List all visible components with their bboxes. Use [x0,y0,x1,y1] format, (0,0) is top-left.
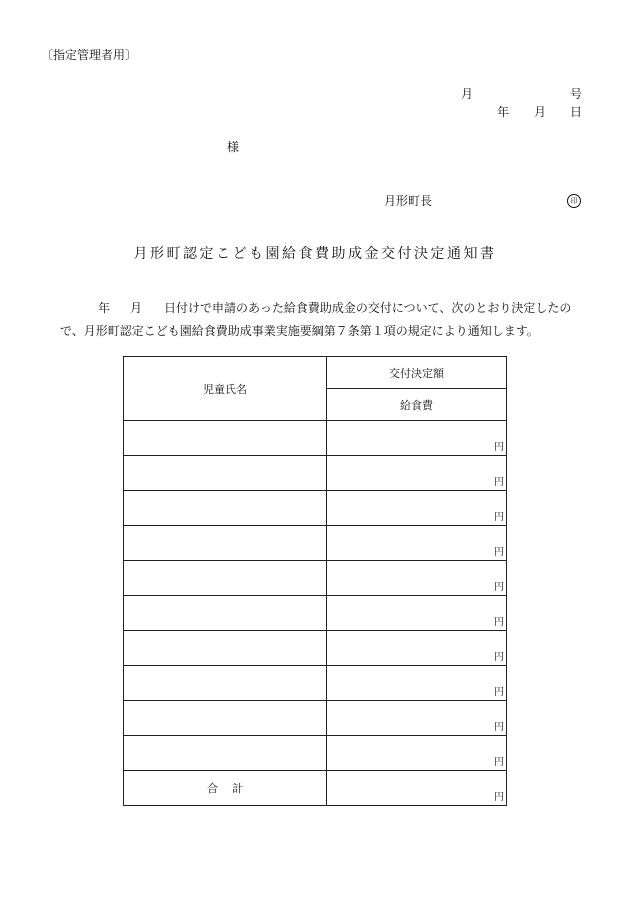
grant-amount-header: 交付決定額 [327,357,507,389]
yen-unit: 円 [494,792,504,803]
date-year-label: 年 [497,105,510,119]
child-name-cell [124,666,327,701]
document-category: 〔指定管理者用〕 [41,48,138,62]
yen-unit: 円 [494,757,504,768]
date-day-label: 日 [570,105,583,119]
recipient-suffix: 様 [227,140,240,154]
body-month: 月 [130,301,143,315]
yen-unit: 円 [494,547,504,558]
meal-fee-amount-cell [327,526,507,561]
meal-fee-amount-cell [327,666,507,701]
meal-fee-header: 給食費 [327,389,507,421]
date-month-label: 月 [534,105,547,119]
yen-unit: 円 [494,442,504,453]
child-name-cell [124,631,327,666]
table-row [124,701,507,736]
yen-unit: 円 [494,687,504,698]
total-amount-cell [327,771,507,806]
body-paragraph [60,297,585,343]
total-row [124,771,507,806]
child-name-cell [124,736,327,771]
body-text-rest: 日付けで申請のあった給食費助成金の交付について、次のとおり決定したので、月形町認定こども園給食費助成事業実施要綱第７条第１項の規定により通知します。 [60,301,572,338]
yen-unit: 円 [494,617,504,628]
child-name-cell [124,456,327,491]
meal-fee-amount-cell [327,631,507,666]
table-row [124,736,507,771]
reference-month-label: 月 [461,87,474,101]
meal-fee-amount-cell [327,491,507,526]
table-row [124,456,507,491]
issuer-name: 月形町長 [384,194,433,208]
table-row [124,421,507,456]
reference-number-label: 号 [570,87,583,101]
yen-unit: 円 [494,582,504,593]
meal-fee-amount-cell [327,596,507,631]
meal-fee-amount-cell [327,421,507,456]
table-row [124,596,507,631]
table-row [124,526,507,561]
child-name-cell [124,421,327,456]
grant-decision-table [123,356,507,806]
child-name-cell [124,561,327,596]
yen-unit: 円 [494,722,504,733]
seal-text: 印 [570,196,578,205]
child-name-cell [124,491,327,526]
meal-fee-amount-cell [327,456,507,491]
child-name-cell [124,701,327,736]
table-row [124,561,507,596]
body-year: 年 [98,301,111,315]
child-name-cell [124,596,327,631]
seal-mark [567,194,581,208]
child-name-header: 児童氏名 [124,357,327,421]
table-row [124,666,507,701]
yen-unit: 円 [494,477,504,488]
meal-fee-amount-cell [327,701,507,736]
table-row [124,631,507,666]
total-label: 合計 [124,771,327,806]
document-title: 月形町認定こども園給食費助成金交付決定通知書 [133,246,497,262]
yen-unit: 円 [494,652,504,663]
meal-fee-amount-cell [327,736,507,771]
yen-unit: 円 [494,512,504,523]
meal-fee-amount-cell [327,561,507,596]
child-name-cell [124,526,327,561]
table-row [124,491,507,526]
